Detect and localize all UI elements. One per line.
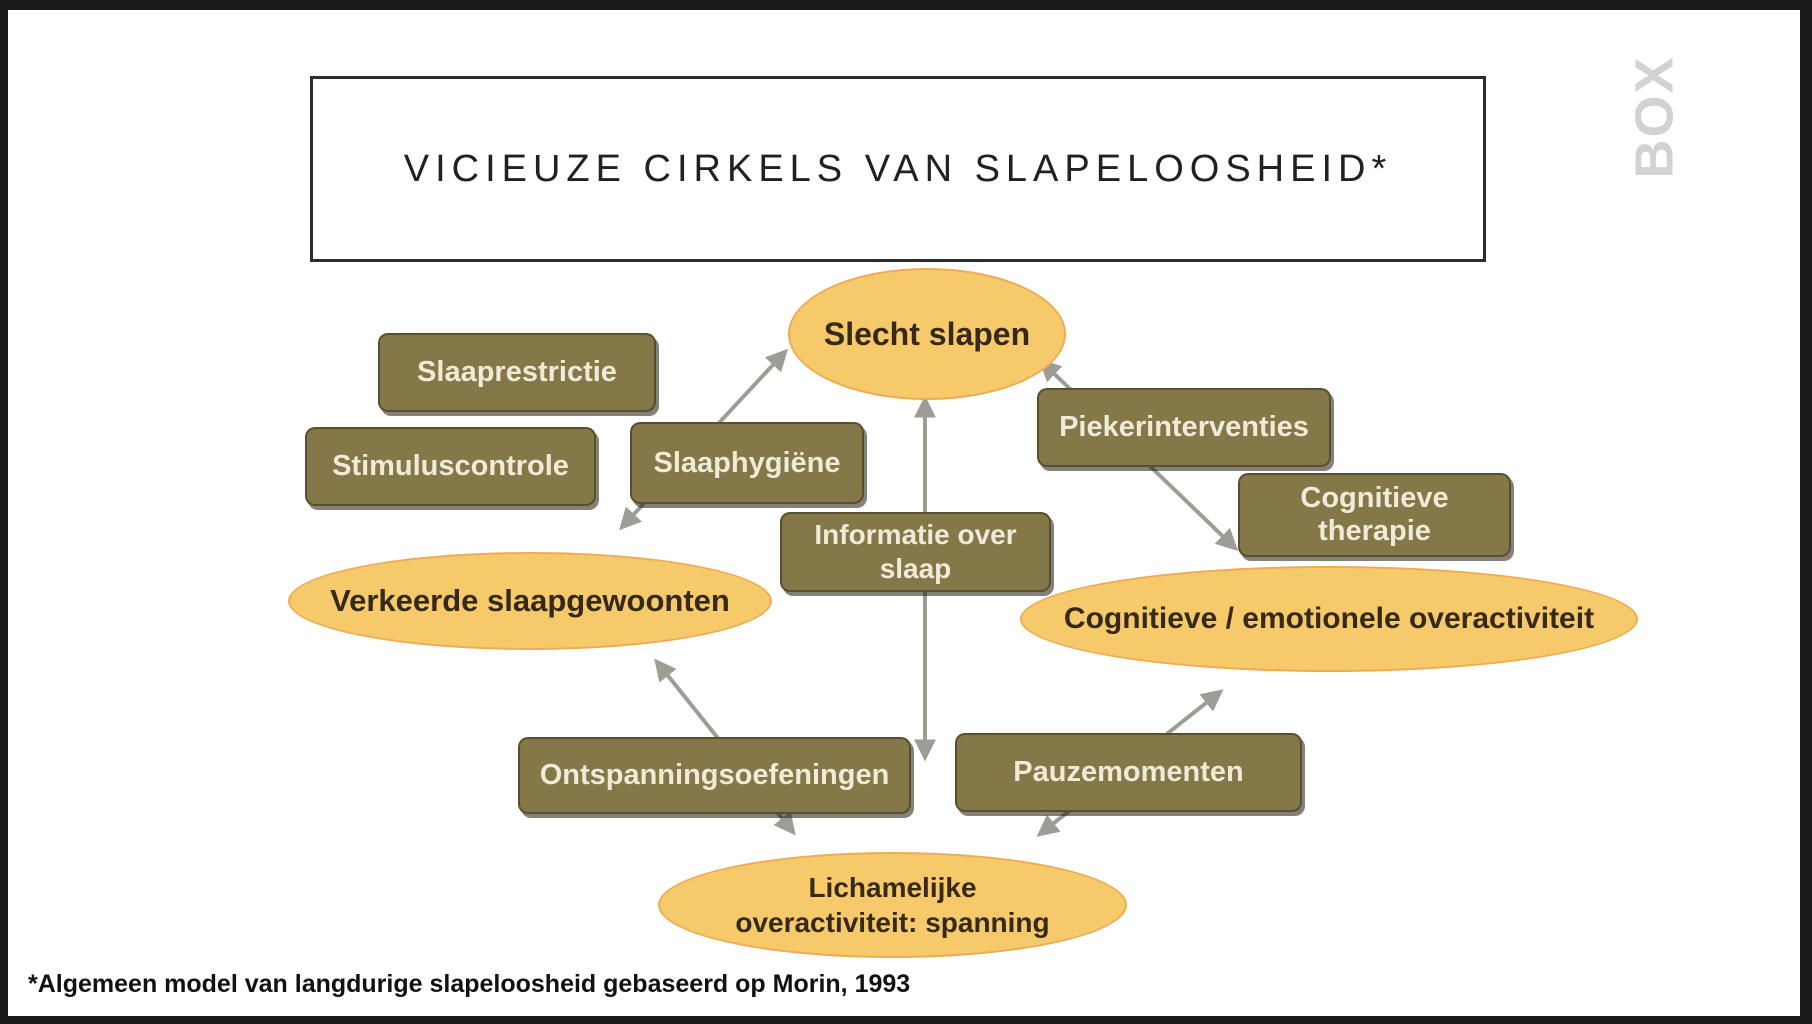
box-cognitieve-therapie — [1238, 473, 1511, 557]
ellipse-verkeerde-slaapgewoonten — [288, 552, 772, 650]
ellipse-label: Slecht slapen — [823, 315, 1031, 352]
title-box — [310, 76, 1486, 262]
box-stimuluscontrole — [305, 427, 596, 506]
box-logo-text: BOX — [1625, 55, 1685, 179]
box-label: Cognitieve therapie — [1300, 482, 1449, 547]
page-title: VICIEUZE CIRKELS VAN SLAPELOOSHEID* — [403, 147, 1393, 190]
box-label — [814, 518, 1016, 585]
box-label: Pauzemomenten — [1013, 756, 1244, 788]
ellipse-label-line1: Lichamelijke — [808, 872, 977, 903]
ellipse-slecht-slapen — [788, 268, 1066, 400]
box-label: Stimuluscontrole — [332, 450, 569, 482]
box-label-line1: Informatie over — [814, 519, 1017, 551]
box-label: Slaaphygiëne — [653, 446, 841, 479]
ellipse-lichamelijke-overactiviteit — [658, 852, 1127, 958]
box-label: Ontspanningsoefeningen — [539, 759, 890, 791]
box-pauzemomenten — [955, 733, 1302, 812]
box-label-line2: slaap — [879, 553, 952, 584]
box-slaaprestrictie — [378, 333, 656, 412]
box-label: Piekerinterventies — [1059, 411, 1309, 443]
box-piekerinterventies — [1037, 388, 1331, 467]
box-ontspanningsoefeningen — [518, 737, 911, 814]
box-label: Slaaprestrictie — [417, 356, 617, 388]
ellipse-label: Cognitieve / emotionele overactiviteit — [1063, 602, 1595, 635]
ellipse-label: Verkeerde slaapgewoonten — [330, 583, 730, 618]
ellipse-label — [735, 870, 1049, 940]
diagram-canvas — [8, 10, 1800, 1016]
box-logo — [1600, 57, 1710, 177]
box-slaaphygiene — [630, 422, 864, 504]
box-informatie-over-slaap — [780, 512, 1051, 592]
ellipse-cognitieve-emotionele-overactiviteit — [1020, 566, 1638, 672]
ellipse-label-line2: overactiviteit: spanning — [735, 907, 1050, 938]
footnote: *Algemeen model van langdurige slapeloosheid gebaseerd op Morin, 1993 — [28, 970, 911, 998]
